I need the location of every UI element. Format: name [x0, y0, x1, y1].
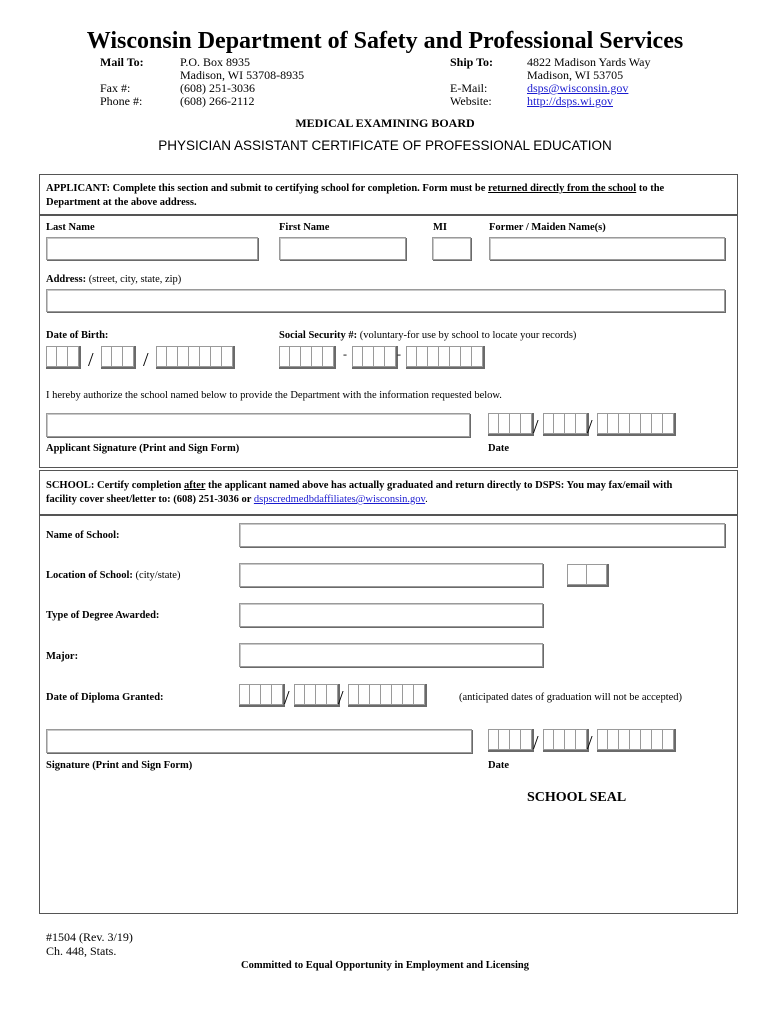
- school-name-input[interactable]: [239, 523, 725, 547]
- school-email-link[interactable]: dspscredmedbdaffiliates@wisconsin.gov: [253, 494, 426, 505]
- major-input[interactable]: [239, 643, 543, 667]
- board-name: MEDICAL EXAMINING BOARD: [295, 116, 475, 130]
- first-name-input[interactable]: [279, 237, 406, 260]
- dob-separator-1: /: [88, 349, 94, 371]
- former-name-input[interactable]: [489, 237, 725, 260]
- address-input[interactable]: [46, 289, 725, 312]
- school-city-input[interactable]: [239, 563, 543, 587]
- school-signature-label: Signature (Print and Sign Form): [46, 760, 193, 771]
- applicant-date-separator-1: /: [533, 416, 539, 438]
- applicant-signature-input[interactable]: [46, 413, 470, 437]
- last-name-input[interactable]: [46, 237, 258, 260]
- school-state-boxes[interactable]: [567, 564, 609, 587]
- fax-label: Fax #:: [100, 81, 131, 95]
- diploma-date-year-boxes[interactable]: [348, 684, 427, 707]
- school-date-year-boxes[interactable]: [597, 729, 676, 752]
- diploma-date-day-boxes[interactable]: [294, 684, 340, 707]
- diploma-date-month-boxes[interactable]: [239, 684, 285, 707]
- diploma-date-separator-2: /: [338, 687, 344, 709]
- form-title: PHYSICIAN ASSISTANT CERTIFICATE OF PROFESSIONAL EDUCATION: [158, 138, 612, 153]
- last-name-label: Last Name: [46, 222, 95, 233]
- school-date-separator-1: /: [533, 732, 539, 754]
- form-number: #1504 (Rev. 3/19): [46, 930, 133, 944]
- website-link[interactable]: http://dsps.wi.gov: [527, 94, 614, 108]
- dob-day-boxes[interactable]: [101, 346, 136, 369]
- major-label: Major:: [46, 651, 79, 662]
- former-name-label: Former / Maiden Name(s): [489, 222, 606, 233]
- ssn-part-2-boxes[interactable]: [352, 346, 398, 369]
- school-name-label: Name of School:: [46, 530, 120, 541]
- degree-input[interactable]: [239, 603, 543, 627]
- ship-address-line-1: 4822 Madison Yards Way: [527, 55, 651, 69]
- agency-title: Wisconsin Department of Safety and Professional Services: [86, 28, 684, 54]
- ssn-part-1-boxes[interactable]: [279, 346, 336, 369]
- school-date-label: Date: [488, 760, 509, 771]
- website-label: Website:: [450, 94, 492, 108]
- email-label: E-Mail:: [450, 81, 488, 95]
- school-seal-label: SCHOOL SEAL: [527, 790, 627, 805]
- first-name-label: First Name: [279, 222, 330, 233]
- school-location-label: Location of School: (city/state): [46, 570, 181, 581]
- school-date-month-boxes[interactable]: [488, 729, 534, 752]
- applicant-date-month-boxes[interactable]: [488, 413, 534, 436]
- ssn-separator-1: -: [343, 347, 347, 361]
- phone-number: (608) 266-2112: [180, 94, 255, 108]
- statute-reference: Ch. 448, Stats.: [46, 944, 117, 958]
- mail-address-line-2: Madison, WI 53708-8935: [180, 68, 305, 82]
- ssn-part-3-boxes[interactable]: [406, 346, 485, 369]
- ship-to-label: Ship To:: [450, 55, 494, 69]
- applicant-date-year-boxes[interactable]: [597, 413, 676, 436]
- diploma-date-note: (anticipated dates of graduation will not be accepted): [459, 692, 683, 703]
- dob-year-boxes[interactable]: [156, 346, 235, 369]
- phone-label: Phone #:: [100, 94, 143, 108]
- mail-to-label: Mail To:: [100, 55, 144, 69]
- dob-separator-2: /: [143, 349, 149, 371]
- diploma-date-label: Date of Diploma Granted:: [46, 692, 164, 703]
- mi-input[interactable]: [432, 237, 471, 260]
- ship-address-line-2: Madison, WI 53705: [527, 68, 624, 82]
- fax-number: (608) 251-3036: [180, 81, 255, 95]
- applicant-date-separator-2: /: [587, 416, 593, 438]
- school-instructions: SCHOOL: Certify completion after the applicant named above has actually graduated and return directly to DSPS: You may fax/email with facility cover sheet/letter to: (608) 251-3036 or dspscredmedbdaffiliates@wisconsin.gov.: [46, 480, 673, 505]
- ssn-separator-2: -: [397, 347, 401, 361]
- applicant-date-day-boxes[interactable]: [543, 413, 589, 436]
- email-link[interactable]: dsps@wisconsin.gov: [527, 81, 629, 95]
- equal-opportunity-motto: Committed to Equal Opportunity in Employment and Licensing: [241, 960, 529, 971]
- dob-label: Date of Birth:: [46, 330, 109, 341]
- school-signature-input[interactable]: [46, 729, 472, 753]
- school-date-separator-2: /: [587, 732, 593, 754]
- address-label: Address: (street, city, state, zip): [46, 274, 182, 285]
- applicant-date-label: Date: [488, 443, 509, 454]
- school-date-day-boxes[interactable]: [543, 729, 589, 752]
- diploma-date-separator-1: /: [284, 687, 290, 709]
- mail-address-line-1: P.O. Box 8935: [180, 55, 251, 69]
- applicant-signature-label: Applicant Signature (Print and Sign Form): [46, 443, 240, 454]
- dob-month-boxes[interactable]: [46, 346, 81, 369]
- authorization-text: I hereby authorize the school named below to provide the Department with the information requested below.: [46, 390, 502, 401]
- applicant-instructions: APPLICANT: Complete this section and submit to certifying school for completion. Form must be returned directly from the school to the Department at the above address.: [46, 183, 665, 208]
- mi-label: MI: [433, 222, 447, 233]
- ssn-label: Social Security #: (voluntary-for use by school to locate your records): [279, 330, 577, 341]
- degree-label: Type of Degree Awarded:: [46, 610, 160, 621]
